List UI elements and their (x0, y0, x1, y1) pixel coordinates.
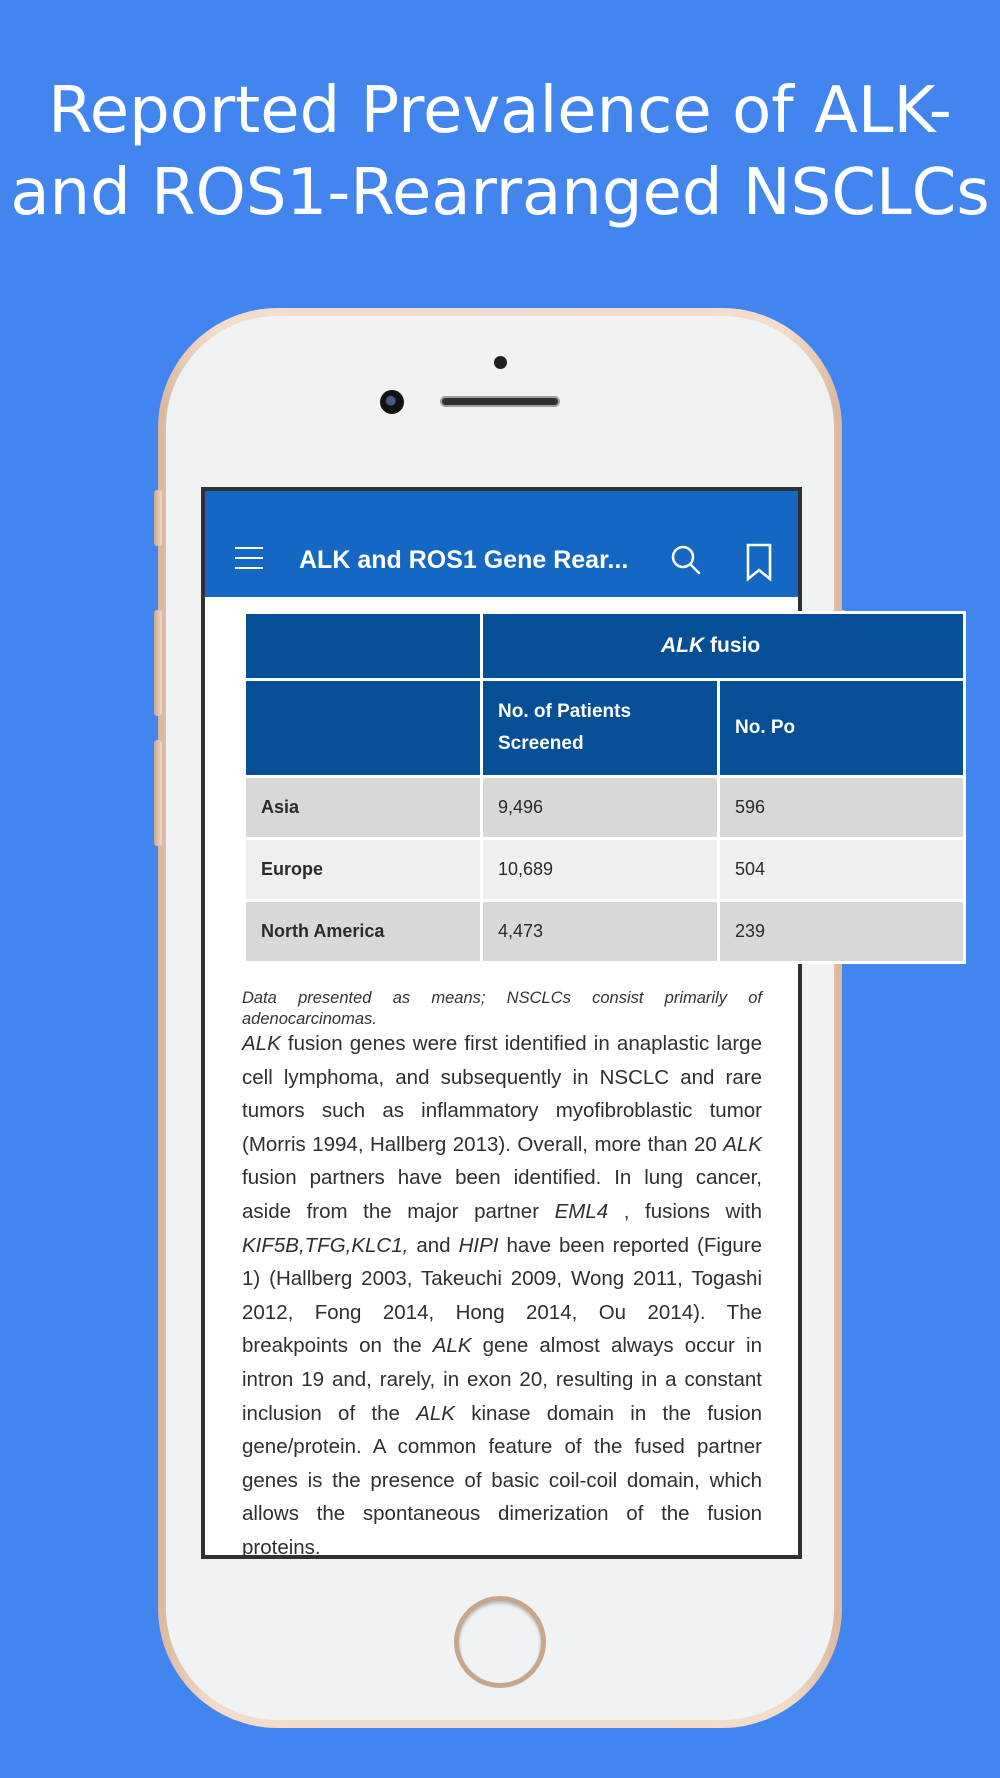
proximity-sensor (494, 356, 507, 369)
app-title: ALK and ROS1 Gene Rear... (299, 546, 629, 574)
bookmark-icon[interactable] (745, 543, 773, 581)
gene-name: ALK (242, 1032, 281, 1055)
earpiece-speaker (440, 396, 560, 407)
paragraph-text: and (408, 1233, 459, 1257)
app-bar (205, 491, 798, 597)
table-column-header-region (245, 680, 482, 777)
table-cell-positive: 239 (719, 901, 965, 963)
home-button[interactable] (454, 1596, 546, 1688)
table-cell-positive: 596 (719, 777, 965, 839)
promo-title-line-2: and ROS1-Rearranged NSCLCs (10, 156, 990, 230)
promo-title-line-1: Reported Prevalence of ALK- (48, 74, 952, 148)
table-column-header-positive: No. Po (719, 680, 965, 777)
promo-title (0, 70, 1000, 234)
table-row (245, 901, 965, 963)
table-footnote: Data presented as means; NSCLCs consist primarily of adenocarcinomas. (242, 989, 762, 1028)
table-corner-cell (245, 613, 482, 680)
table-row (245, 777, 965, 839)
paragraph-text: gene almost always occur in intron 19 and, rarely, in exon 20, resulting in a constant inclusion of the (242, 1334, 762, 1425)
prevalence-table-container[interactable] (243, 611, 796, 985)
front-camera (380, 390, 404, 414)
prevalence-table (243, 611, 966, 964)
table-group-header-gene: ALK (661, 634, 705, 657)
table-group-header-rest: fusio (704, 634, 761, 657)
phone-screen (201, 487, 802, 1559)
paragraph-text: have been reported (Figure 1) (Hallberg 2003, Takeuchi 2009, Wong 2011, Togashi 2012, Fong 2014, Hong 2014, Ou 2014). The breakpoints on the (242, 1233, 762, 1358)
paragraph-text: fusion partners have been identified. In lung cancer, aside from the major partner (242, 1166, 762, 1223)
table-cell-positive: 504 (719, 839, 965, 901)
gene-name: HIPI (458, 1233, 499, 1257)
article-paragraph (242, 1027, 762, 1565)
table-cell-screened: 10,689 (482, 839, 719, 901)
gene-name: ALK (723, 1132, 762, 1156)
phone-volume-up-button (154, 610, 162, 716)
table-cell-screened: 9,496 (482, 777, 719, 839)
menu-icon[interactable] (235, 547, 263, 571)
gene-name: ALK (416, 1401, 455, 1425)
table-group-header (482, 613, 965, 680)
table-cell-screened: 4,473 (482, 901, 719, 963)
paragraph-text: fusion genes were first identified in anaplastic large cell lymphoma, and subsequently in NSCLC and rare tumors such as inflammatory myofibroblastic tumor (Morris 1994, Hallberg 2013). Overall, more than 20 (242, 1032, 762, 1156)
search-icon[interactable] (671, 545, 701, 575)
paragraph-text: kinase domain in the fusion gene/protein. A common feature of the fused partner genes is the presence of basic coil-coil domain, which allows the spontaneous dimerization of the fusion proteins. (242, 1401, 762, 1559)
table-cell-region: Europe (245, 839, 482, 901)
table-column-header-screened: No. of Patients Screened (482, 680, 719, 777)
table-row (245, 839, 965, 901)
table-cell-region: North America (245, 901, 482, 963)
gene-name: ALK (432, 1334, 472, 1358)
phone-mute-switch (154, 490, 162, 546)
gene-name: EML4 (554, 1199, 609, 1223)
table-cell-region: Asia (245, 777, 482, 839)
gene-name: KIF5B,TFG,KLC1, (242, 1233, 409, 1257)
phone-volume-down-button (154, 740, 162, 846)
paragraph-text: , fusions with (608, 1199, 762, 1223)
article-content[interactable] (205, 597, 798, 1559)
